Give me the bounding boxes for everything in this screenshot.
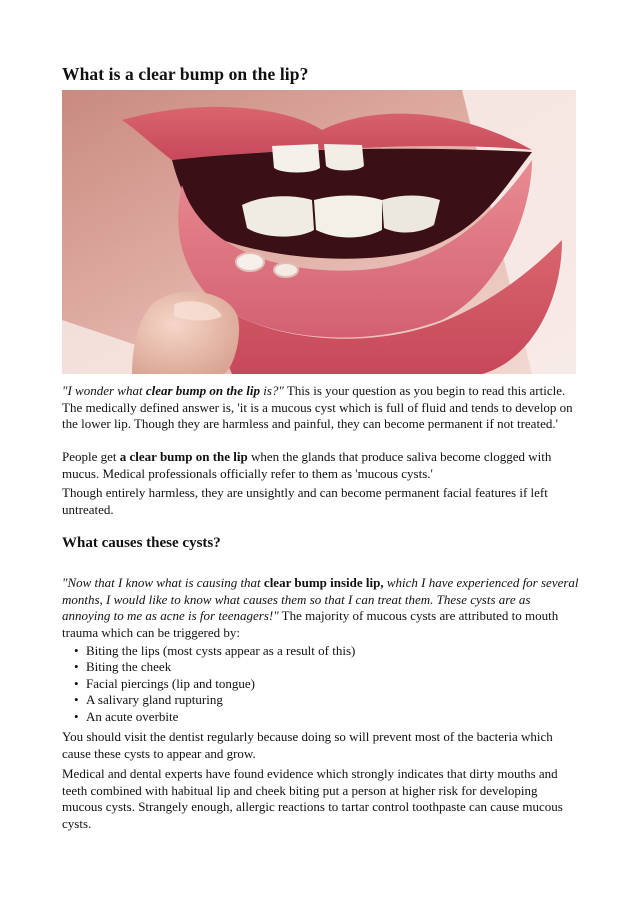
- causes-quote-end: which I have experienced for several months, I would like to know what causes them so that I can treat them. These cysts are as annoying to me as acne is for teenagers!": [62, 575, 579, 623]
- bullet-icon: •: [74, 708, 79, 724]
- section-heading-causes: What causes these cysts?: [62, 535, 221, 551]
- dentist-text: You should visit the dentist regularly because doing so will prevent most of the bacteria which cause these cysts to appear and grow.: [62, 729, 553, 761]
- list-item: [62, 709, 355, 725]
- bullet-icon: •: [74, 675, 79, 691]
- list-item-text: Biting the cheek: [86, 659, 172, 675]
- bullet-icon: •: [74, 643, 79, 658]
- harmless-text: Though entirely harmless, they are unsightly and can become permanent facial features if left untreated.: [62, 485, 548, 517]
- causes-quote-bold: clear bump inside lip,: [263, 575, 384, 590]
- causes-paragraph: [62, 575, 580, 641]
- list-item-text: Biting the lips (most cysts appear as a result of this): [86, 643, 356, 658]
- dentist-paragraph: [62, 729, 580, 762]
- list-item: [62, 643, 355, 659]
- lip-illustration: [62, 90, 576, 374]
- glands-text-end: when the glands that produce saliva become clogged with mucus. Medical professionals officially refer to them as 'mucous cysts.': [62, 449, 552, 481]
- experts-text: Medical and dental experts have found evidence which strongly indicates that dirty mouths and teeth combined with habitual lip and cheek biting put a person at higher risk for developing mucous cysts. Strangely enough, allergic reactions to tartar control toothpaste can cause mucous cysts.: [62, 766, 563, 831]
- list-item-text: A salivary gland rupturing: [86, 692, 223, 708]
- page-title: What is a clear bump on the lip?: [62, 64, 309, 84]
- bullet-icon: •: [74, 692, 79, 708]
- list-item-text: Facial piercings (lip and tongue): [86, 675, 255, 691]
- glands-paragraph: [62, 449, 580, 482]
- causes-quote-start: "Now that I know what is causing that: [62, 575, 264, 590]
- intro-text: This is your question as you begin to read this article. The medically defined answer is, 'it is a mucous cyst which is full of fluid and tends to develop on the lower lip. Though they are harmless and painful, they can become permanent if not treated.': [62, 383, 573, 431]
- list-item: [62, 692, 355, 708]
- lip-photo: [62, 90, 576, 374]
- list-item-text: An acute overbite: [86, 708, 179, 724]
- experts-paragraph: [62, 766, 580, 832]
- harmless-paragraph: [62, 485, 580, 518]
- causes-list: [62, 643, 355, 725]
- causes-text: The majority of mucous cysts are attributed to mouth trauma which can be triggered by:: [62, 608, 559, 640]
- intro-quote-start: "I wonder what: [62, 383, 146, 398]
- intro-quote-bold: clear bump on the lip: [145, 383, 260, 398]
- intro-quote-end: is?": [259, 383, 284, 398]
- glands-text-start: People get: [62, 449, 120, 464]
- intro-paragraph: [62, 383, 580, 433]
- list-item: [62, 659, 355, 675]
- list-item: [62, 676, 355, 692]
- bullet-icon: •: [74, 659, 79, 675]
- glands-text-bold: a clear bump on the lip: [119, 449, 248, 464]
